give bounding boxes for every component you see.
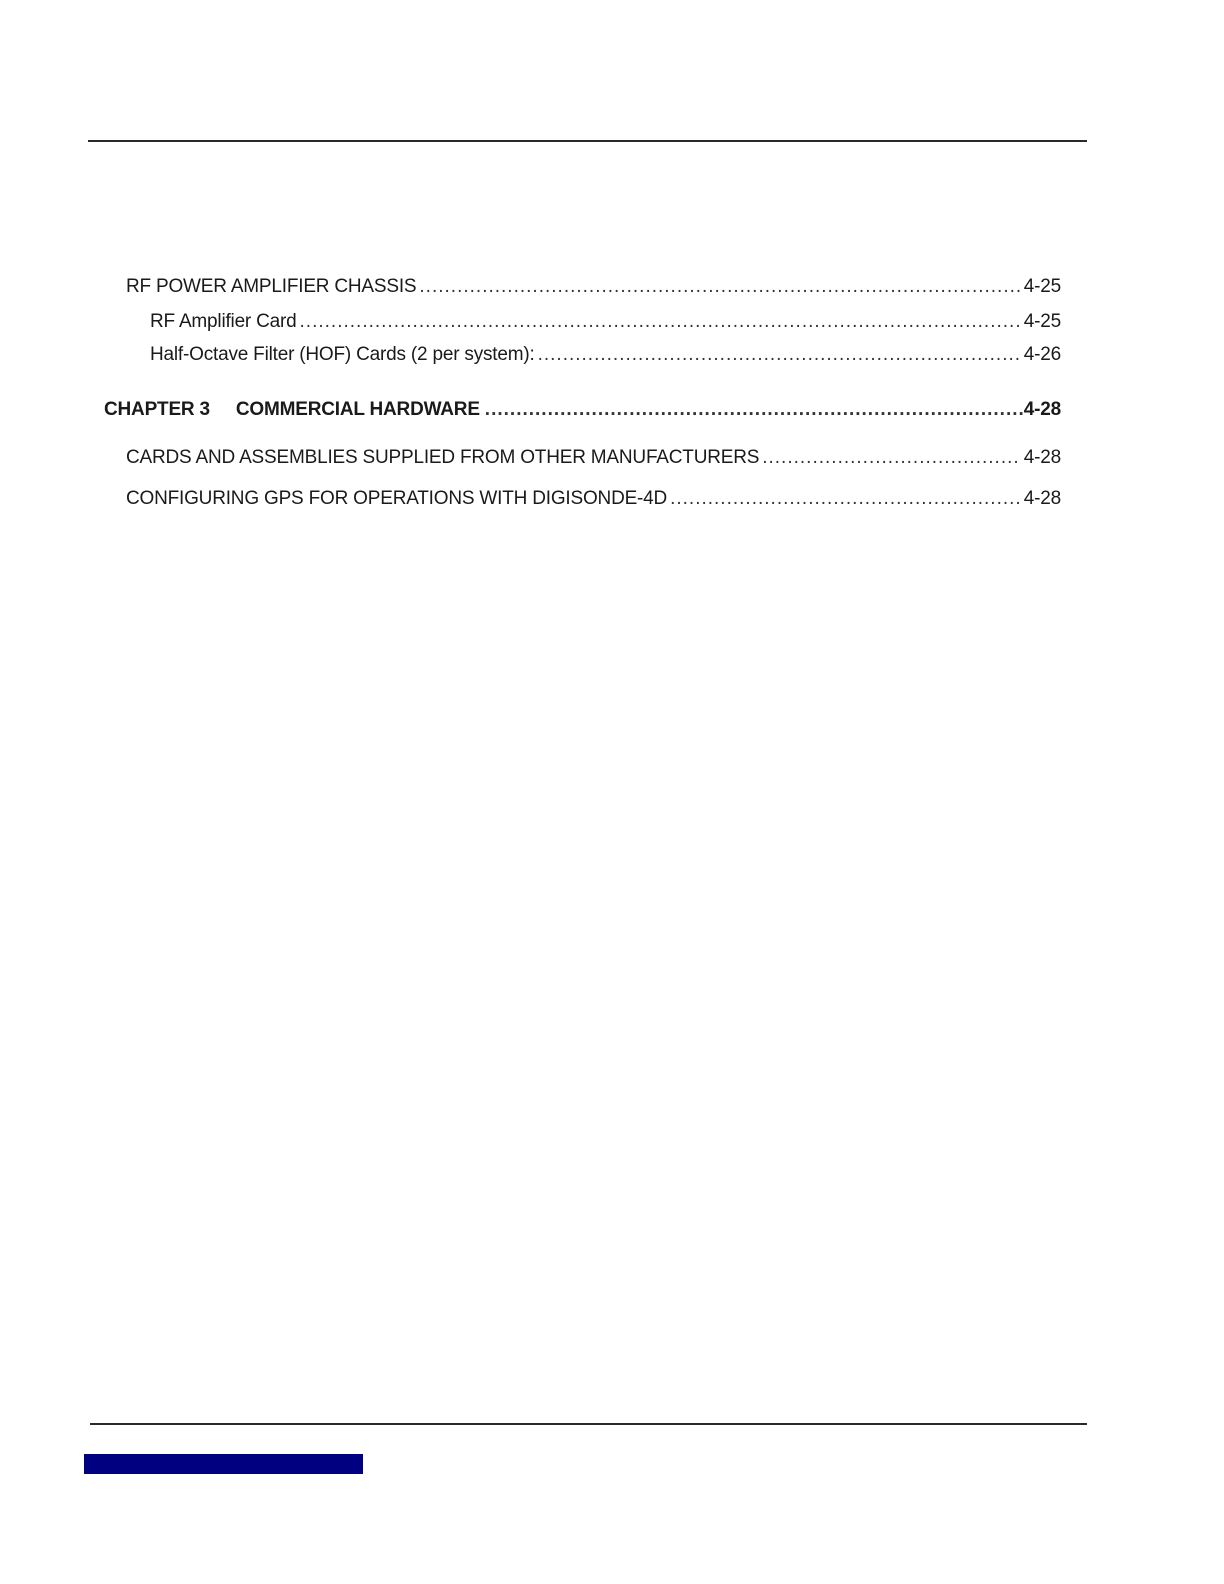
footer-color-bar	[84, 1454, 363, 1474]
toc-entry-page: 4-28	[1023, 488, 1061, 509]
toc-leader-dots	[762, 446, 1021, 470]
toc-entry-title: RF POWER AMPLIFIER CHASSIS	[126, 276, 417, 297]
toc-entry[interactable]	[126, 446, 1061, 470]
toc-entry-title: CARDS AND ASSEMBLIES SUPPLIED FROM OTHER MANUFACTURERS	[126, 447, 760, 468]
toc-entry-page: 4-25	[1023, 311, 1061, 332]
toc-leader-dots	[300, 310, 1021, 334]
toc-entry-title: Half-Octave Filter (HOF) Cards (2 per system):	[150, 344, 535, 365]
toc-entry-page: 4-25	[1023, 276, 1061, 297]
toc-entry-page: 4-28	[1023, 447, 1061, 468]
toc-entry-page: 4-26	[1023, 344, 1061, 365]
toc-chapter-entry[interactable]	[104, 398, 1061, 422]
toc-entry-page: 4-28	[1023, 399, 1061, 420]
toc-entry[interactable]	[150, 310, 1061, 334]
toc-leader-dots	[670, 487, 1021, 511]
toc-leader-dots	[485, 398, 1024, 422]
toc-entry[interactable]	[150, 343, 1061, 367]
toc-leader-dots	[538, 343, 1021, 367]
header-rule	[88, 140, 1087, 142]
toc-chapter-title: COMMERCIAL HARDWARE	[235, 399, 480, 420]
toc-entry-title: RF Amplifier Card	[150, 311, 297, 332]
toc-entry-title: CONFIGURING GPS FOR OPERATIONS WITH DIGISONDE-4D	[126, 488, 668, 509]
footer-rule	[90, 1423, 1087, 1425]
toc-entry[interactable]	[126, 487, 1061, 511]
toc-entry[interactable]	[126, 275, 1061, 299]
toc-chapter-number: CHAPTER 3	[104, 399, 210, 420]
toc-leader-dots	[419, 275, 1020, 299]
